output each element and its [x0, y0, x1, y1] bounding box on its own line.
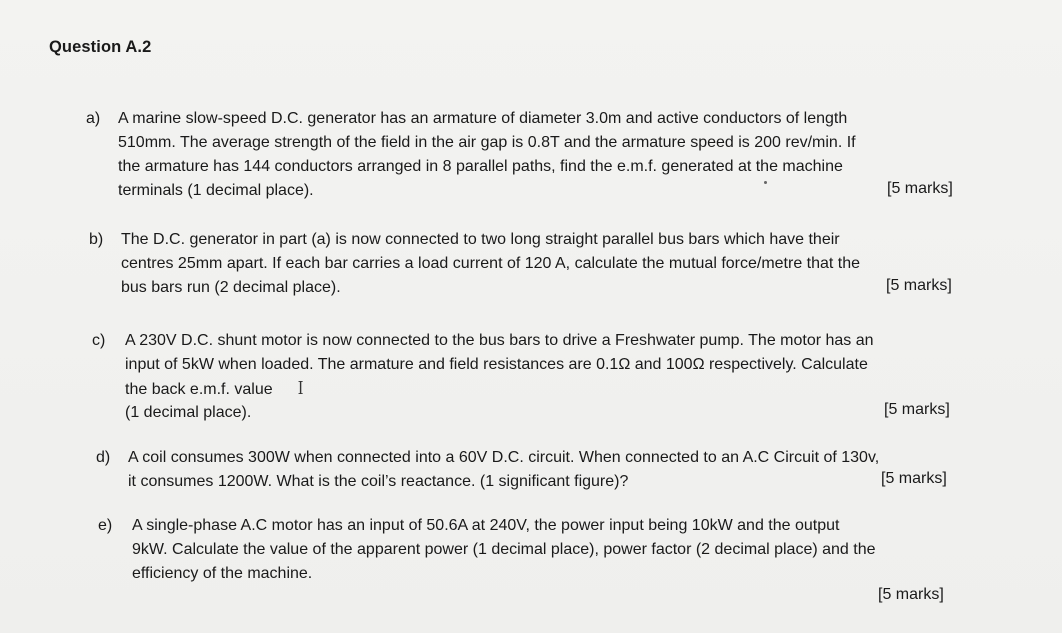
question-d-marks: [5 marks] — [881, 470, 947, 487]
question-c-line: input of 5kW when loaded. The armature and field resistances are 0.1Ω and 100Ω respectively. Calculate — [125, 356, 868, 373]
question-c-text — [125, 329, 874, 425]
question-a-line: 510mm. The average strength of the field in the air gap is 0.8T and the armature speed is 200 rev/min. If — [118, 134, 856, 151]
question-a — [86, 107, 986, 203]
question-b-text — [121, 228, 860, 300]
text-cursor-icon: I — [297, 378, 304, 399]
question-e-letter: e) — [98, 517, 113, 534]
question-c-line-with-cursor — [125, 377, 874, 401]
question-a-line: terminals (1 decimal place). — [118, 182, 314, 199]
question-c — [92, 329, 992, 425]
question-b-line: The D.C. generator in part (a) is now connected to two long straight parallel bus bars which have their — [121, 231, 840, 248]
question-b — [89, 228, 989, 300]
question-d-letter: d) — [96, 449, 111, 466]
question-e-line: efficiency of the machine. — [132, 565, 313, 582]
question-e-text — [132, 514, 876, 586]
question-b-marks: [5 marks] — [886, 277, 952, 294]
question-c-letter: c) — [92, 332, 106, 349]
question-c-line: A 230V D.C. shunt motor is now connected to the bus bars to drive a Freshwater pump. The motor has an — [125, 332, 874, 349]
question-a-line: the armature has 144 conductors arranged in 8 parallel paths, find the e.m.f. generated at the machine — [118, 158, 843, 175]
stray-mark — [764, 181, 767, 184]
question-e-line: 9kW. Calculate the value of the apparent power (1 decimal place), power factor (2 decimal place) and the — [132, 541, 876, 558]
question-b-line: centres 25mm apart. If each bar carries a load current of 120 A, calculate the mutual force/metre that the — [121, 255, 861, 272]
question-c-marks: [5 marks] — [884, 401, 950, 418]
question-e — [98, 514, 998, 586]
question-b-line: bus bars run (2 decimal place). — [121, 279, 341, 296]
question-a-marks: [5 marks] — [887, 180, 953, 197]
question-a-text — [118, 107, 856, 203]
question-a-line: A marine slow-speed D.C. generator has an armature of diameter 3.0m and active conductors of length — [118, 110, 848, 127]
question-a-letter: a) — [86, 110, 101, 127]
question-title: Question A.2 — [49, 38, 152, 56]
question-b-letter: b) — [89, 231, 104, 248]
question-d-text — [128, 446, 879, 494]
question-e-line: A single-phase A.C motor has an input of 50.6A at 240V, the power input being 10kW and the output — [132, 517, 840, 534]
question-e-marks: [5 marks] — [878, 586, 944, 603]
question-c-line: the back e.m.f. value — [125, 381, 273, 398]
question-d — [96, 446, 996, 494]
question-c-line: (1 decimal place). — [125, 404, 252, 421]
question-d-line: A coil consumes 300W when connected into a 60V D.C. circuit. When connected to an A.C Circuit of 130v, — [128, 449, 880, 466]
question-d-line: it consumes 1200W. What is the coil’s reactance. (1 significant figure)? — [128, 473, 629, 490]
